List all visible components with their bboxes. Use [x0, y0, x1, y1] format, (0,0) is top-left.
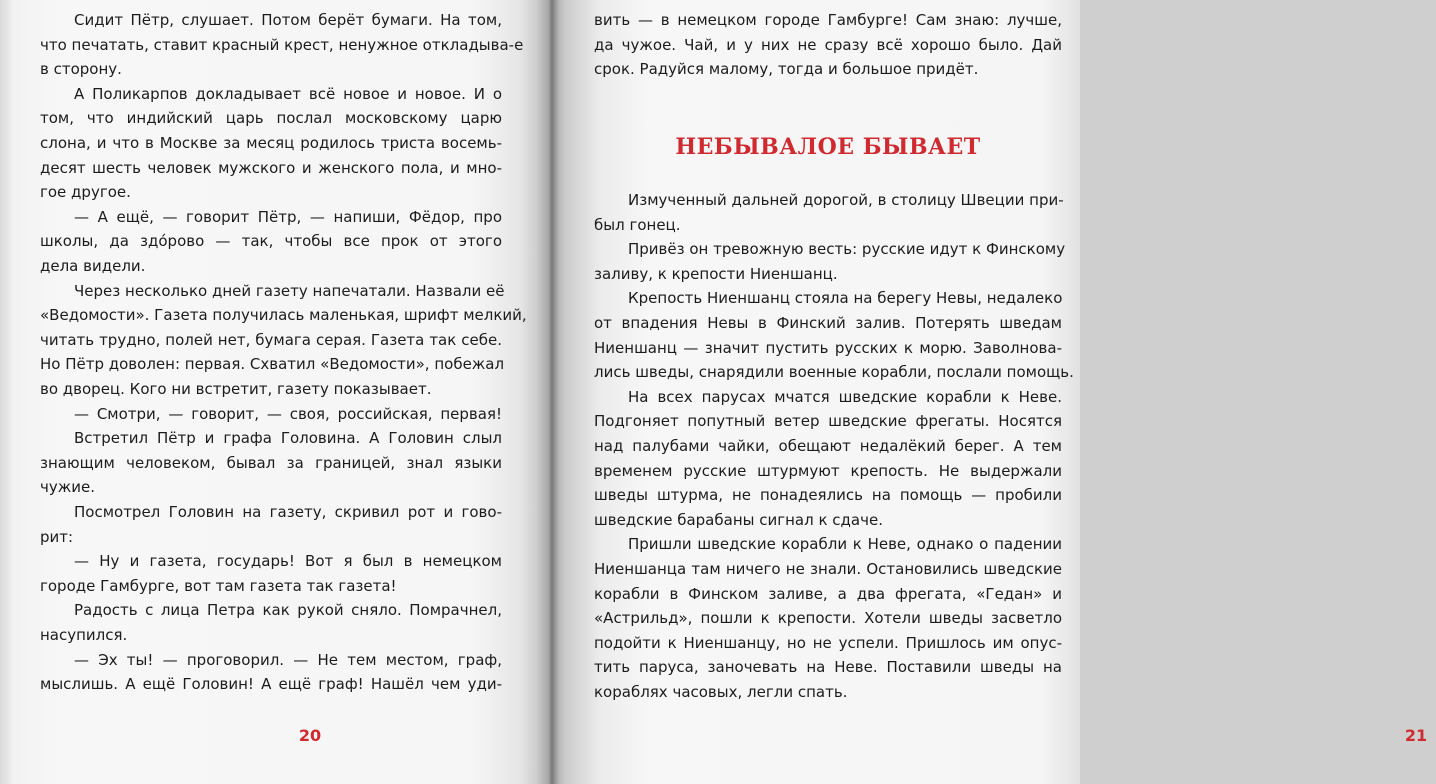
text-line: шведские барабаны сигнал к сдаче. — [594, 510, 883, 529]
text-line: десят шесть человек мужского и женского пола, и мно- — [40, 158, 502, 177]
book-gutter — [536, 0, 566, 784]
text-line: Радость с лица Петра как рукой сняло. Помрачнел, — [74, 601, 502, 620]
text-line: дела видели. — [40, 257, 146, 275]
text-line: — Ну и газета, государь! Вот я был в немецком — [74, 552, 502, 571]
text-line: слона, и что в Москве за месяц родилось триста восемь- — [40, 134, 502, 152]
text-line: во дворец. Кого ни встретит, газету показывает. — [40, 380, 432, 398]
text-line: том, что индийский царь послал московскому царю — [40, 109, 502, 128]
text-line: Сидит Пётр, слушает. Потом берёт бумаги. На том, — [74, 11, 502, 29]
text-line: кораблях часовых, легли спать. — [594, 683, 848, 701]
text-line: «Астрильд», пошли к крепости. Хотели шведы засветло — [594, 609, 1062, 628]
text-line: городе Гамбурге, вот там газета так газета! — [40, 576, 397, 595]
text-line: Ниеншанца там ничего не знали. Остановились шведские — [594, 560, 1062, 578]
text-line: Пришли шведские корабли к Неве, однако о падении — [628, 535, 1062, 554]
text-line: — А ещё, — говорит Пётр, — напиши, Фёдор, про — [74, 207, 502, 226]
text-line: вить — в немецком городе Гамбурге! Сам знаю: лучше, — [594, 11, 1062, 29]
text-line: от впадения Невы в Финский залив. Потерять шведам — [594, 314, 1062, 332]
text-line: знающим человеком, бывал за границей, знал языки — [40, 453, 502, 472]
text-line: над палубами чайки, обещают недалёкий берег. А тем — [594, 437, 1062, 455]
text-line: Измученный дальней дорогой, в столицу Швеции при- — [628, 191, 1064, 209]
text-line: А Поликарпов докладывает всё новое и новое. И о — [74, 84, 502, 103]
right-page-number: 21 — [1404, 726, 1428, 745]
text-line: Посмотрел Головин на газету, скривил рот и гово- — [74, 503, 502, 521]
text-line: что печатать, ставит красный крест, ненужное откладыва-е — [40, 35, 524, 54]
text-line: Привёз он тревожную весть: русские идут к Финскому — [628, 240, 1066, 259]
text-line: «Ведомости». Газета получилась маленькая, шрифт мелкий, — [40, 306, 527, 325]
text-line: корабли в Финском заливе, а два фрегата, «Гедан» и — [594, 584, 1062, 603]
left-page-number: 20 — [298, 726, 322, 745]
text-line: был гонец. — [594, 215, 681, 234]
left-page — [40, 0, 527, 784]
text-line: в сторону. — [40, 60, 122, 79]
text-line: — Эх ты! — проговорил. — Не тем местом, граф, — [74, 650, 502, 669]
text-line: шведы штурма, не понадеялись на помощь — пробили — [594, 486, 1062, 505]
text-line: Через несколько дней газету напечатали. Назвали её — [74, 281, 505, 300]
text-line: рит: — [40, 527, 74, 546]
text-line: да чужое. Чай, и у них не сразу всё хорошо было. Дай — [594, 35, 1062, 54]
text-line: подойти к Ниеншанцу, но не успели. Пришлось им опус- — [594, 633, 1062, 652]
text-line: временем русские штурмуют крепость. Не выдержали — [594, 461, 1062, 480]
text-line: Крепость Ниеншанц стояла на берегу Невы, недалеко — [628, 289, 1063, 308]
text-line: Но Пётр доволен: первая. Схватил «Ведомости», побежал — [40, 355, 505, 374]
text-line: чужие. — [40, 478, 95, 497]
text-line: лись шведы, снарядили военные корабли, послали помощь. — [594, 363, 1074, 382]
text-line: Ниеншанц — значит пустить русских к морю. Заволнова- — [594, 338, 1062, 357]
text-line: Подгоняет попутный ветер шведские фрегаты. Носятся — [594, 412, 1062, 431]
text-line: мыслишь. А ещё Головин! А ещё граф! Нашёл чем уди- — [40, 675, 502, 694]
text-line: читать трудно, полей нет, бумага серая. Газета так себе. — [40, 330, 502, 349]
text-line: заливу, к крепости Ниеншанц. — [594, 264, 838, 283]
text-line: Встретил Пётр и графа Головина. А Головин слыл — [74, 429, 502, 448]
text-line: школы, да здо́рово — так, чтобы все прок от этого — [40, 232, 502, 251]
text-line: срок. Радуйся малому, тогда и большое придёт. — [594, 60, 979, 79]
text-line: — Смотри, — говорит, — своя, российская, первая! — [74, 404, 502, 423]
text-line: На всех парусах мчатся шведские корабли к Неве. — [628, 387, 1062, 406]
chapter-heading: НЕБЫВАЛОЕ БЫВАЕТ — [675, 134, 981, 160]
right-page — [594, 0, 1428, 784]
text-line: тить паруса, заночевать на Неве. Поставили шведы на — [594, 658, 1062, 677]
text-line: насупился. — [40, 626, 128, 644]
text-line: гое другое. — [40, 183, 131, 202]
